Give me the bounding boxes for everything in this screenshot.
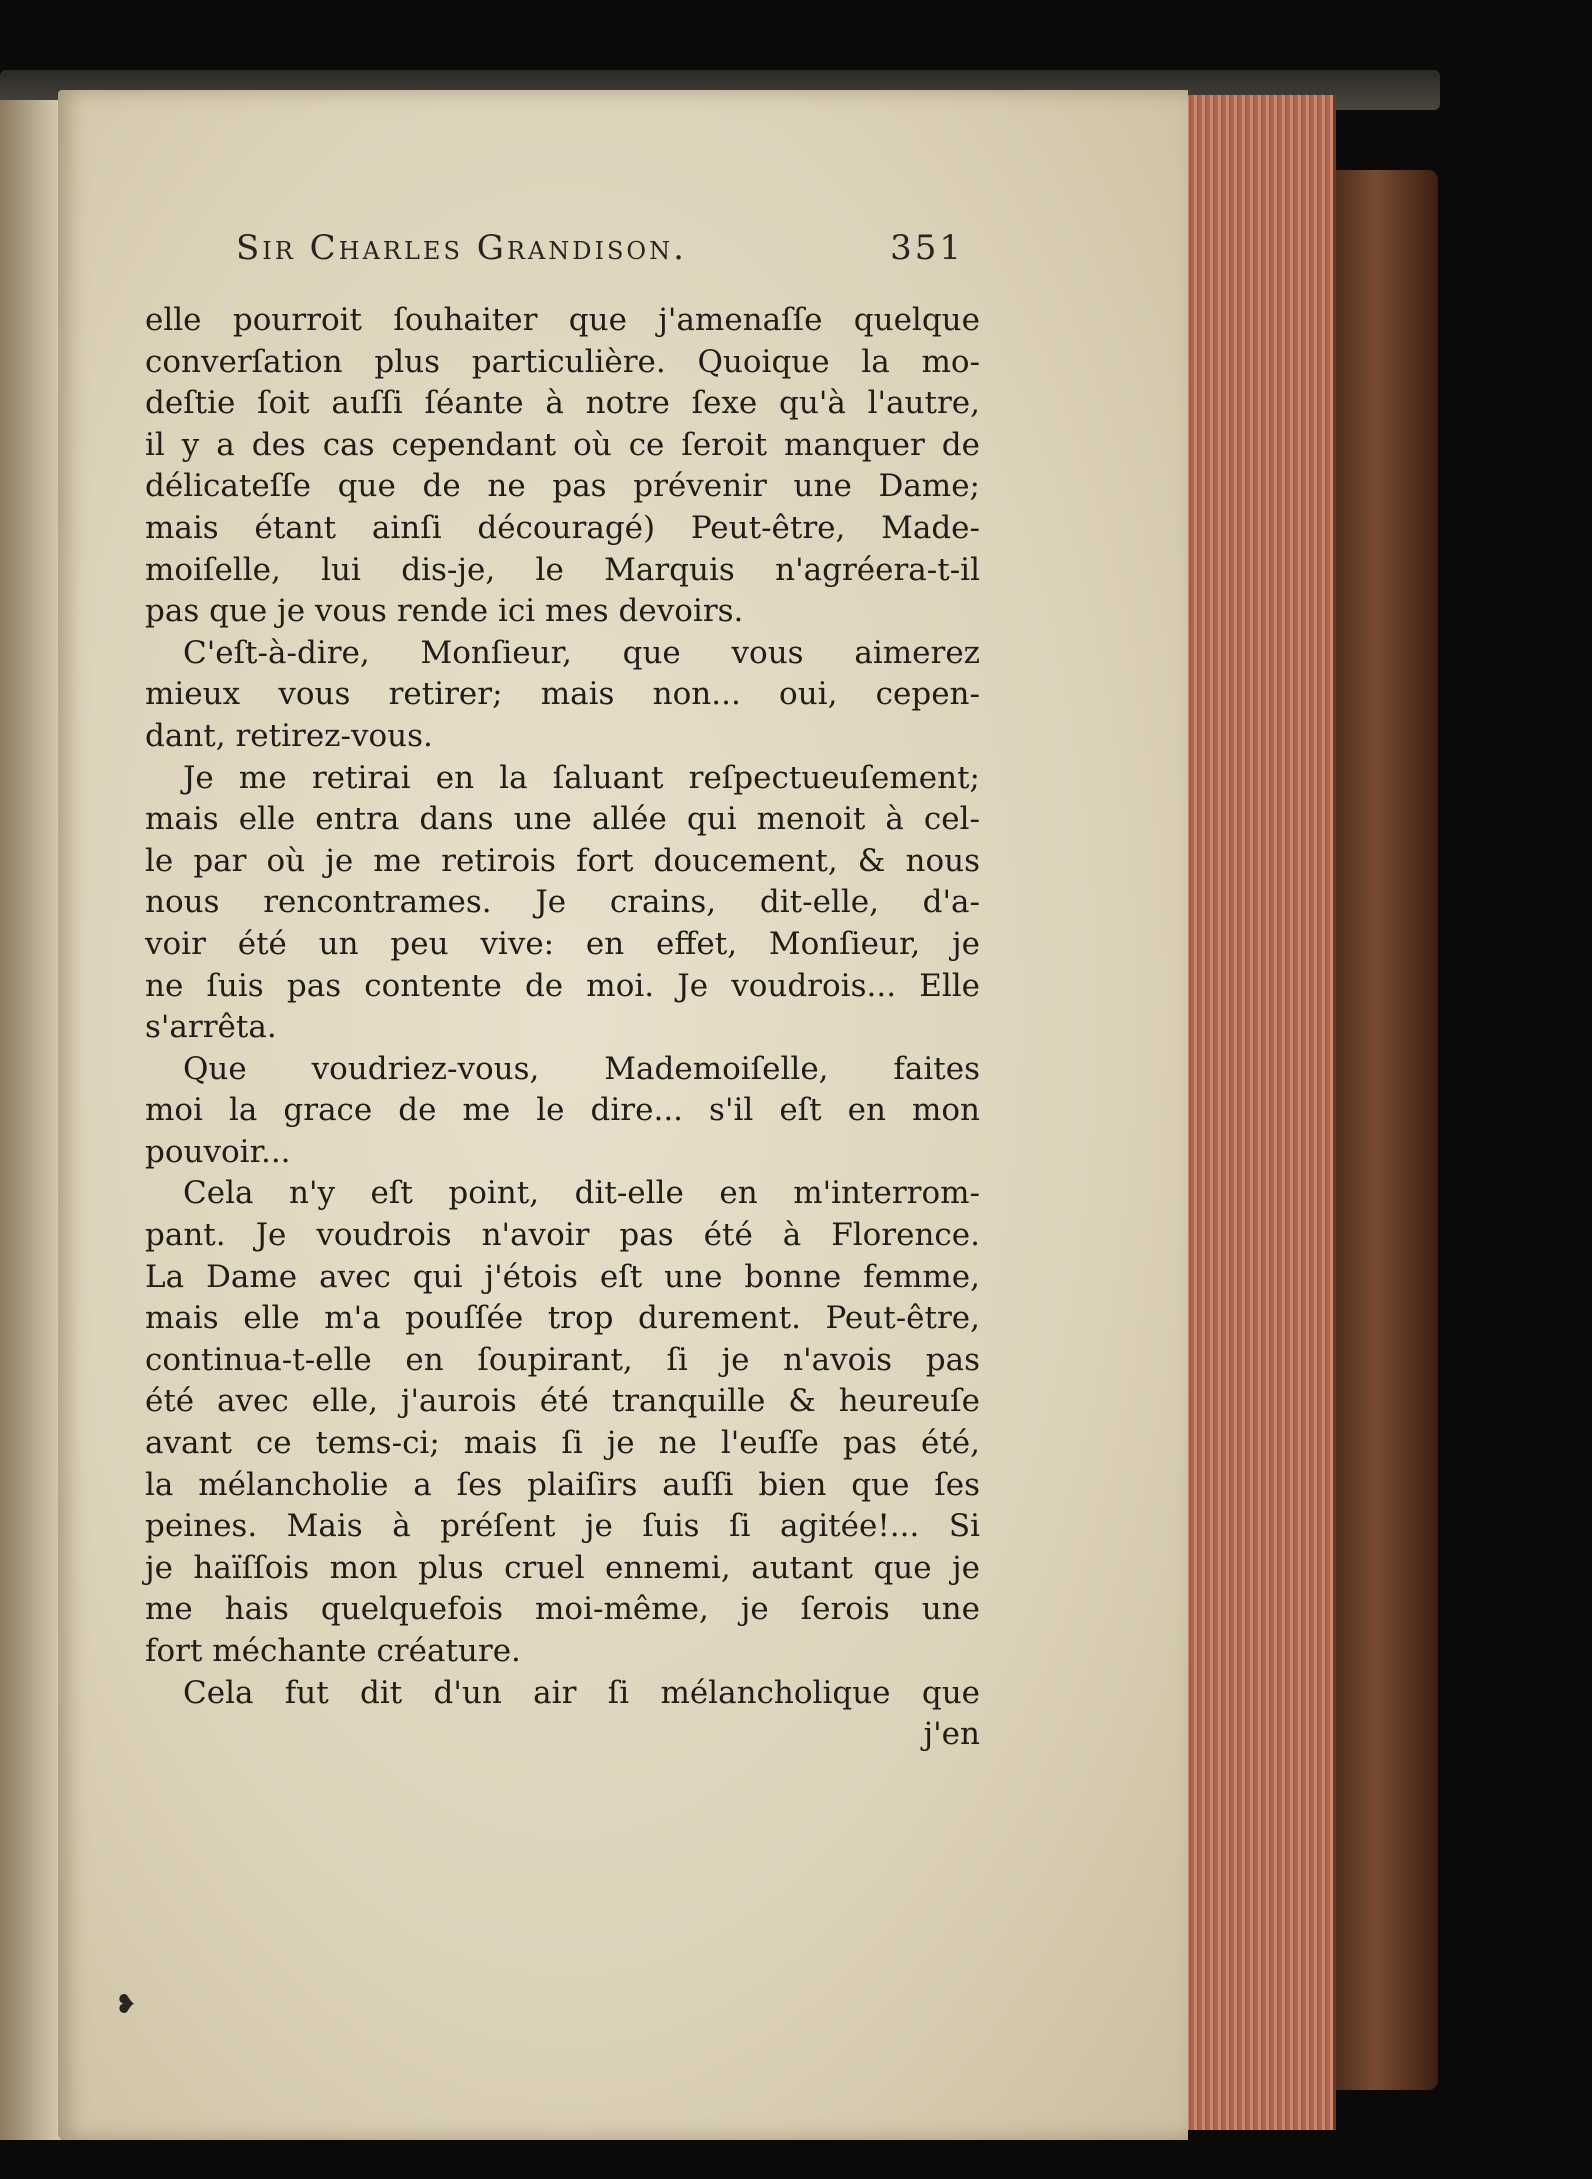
text-line: me hais quelquefois moi-même, je ſerois une [145, 1591, 980, 1628]
text-line: peines. Mais à préſent je ſuis ſi agitée!... Si [145, 1508, 980, 1545]
text-line: Que voudriez-vous, Mademoiſelle, faites [183, 1050, 980, 1087]
facing-page-edge [0, 100, 62, 2140]
text-line: le par où je me retirois fort doucement, & nous [145, 842, 980, 879]
text-line: mais elle entra dans une allée qui menoit à cel- [145, 801, 980, 838]
text-line: moiſelle, lui dis-je, le Marquis n'agréera-t-il [145, 551, 980, 588]
text-line: C'eſt-à-dire, Monſieur, que vous aimerez [183, 634, 980, 671]
text-line: voir été un peu vive: en effet, Monſieur, je [145, 925, 980, 962]
text-line: Je me retirai en la ſaluant reſpectueuſement; [183, 759, 980, 796]
text-line: s'arrêta. [145, 1009, 277, 1046]
text-line: j'en [923, 1716, 980, 1753]
text-line: Cela fut dit d'un air ſi mélancholique que [183, 1674, 980, 1711]
text-line: La Dame avec qui j'étois eſt une bonne femme, [145, 1258, 980, 1295]
text-line: dant, retirez-vous. [145, 717, 433, 754]
text-line: mais étant ainſi découragé) Peut-être, Made- [145, 509, 980, 546]
text-line: je haïſſois mon plus cruel ennemi, autant que je [145, 1549, 980, 1586]
text-line: mieux vous retirer; mais non... oui, cepen- [145, 676, 980, 713]
text-line: il y a des cas cependant où ce ſeroit manquer de [145, 426, 980, 463]
text-line: mais elle m'a pouſſée trop durement. Peut-être, [145, 1300, 980, 1337]
text-line: délicateſſe que de ne pas prévenir une Dame; [145, 468, 980, 505]
text-line: pant. Je voudrois n'avoir pas été à Florence. [145, 1217, 980, 1254]
text-line: converſation plus particulière. Quoique la mo- [145, 343, 980, 380]
text-line: deſtie ſoit auſſi ſéante à notre ſexe qu'à l'autre, [145, 385, 980, 422]
text-line: Cela n'y eſt point, dit-elle en m'interrom- [183, 1175, 980, 1212]
running-title: Sir Charles Grandison. [236, 228, 687, 268]
text-line: la mélancholie a ſes plaiſirs auſſi bien que ſes [145, 1466, 980, 1503]
text-line: ne ſuis pas contente de moi. Je voudrois... Elle [145, 967, 980, 1004]
text-line: pouvoir... [145, 1133, 291, 1170]
page-edges [1183, 95, 1336, 2130]
text-line: continua-t-elle en ſoupirant, ſi je n'avois pas [145, 1341, 980, 1378]
text-line: nous rencontrames. Je crains, dit-elle, d'a- [145, 884, 980, 921]
page-number: 351 [890, 228, 964, 268]
book-spine [1333, 170, 1438, 2090]
text-line: elle pourroit ſouhaiter que j'amenaſſe quelque [145, 302, 980, 338]
text-line: fort méchante créature. [145, 1633, 521, 1669]
running-header [236, 228, 964, 278]
ornament-mark: ❥ [115, 1990, 137, 2020]
text-line: été avec elle, j'aurois été tranquille & heureuſe [145, 1383, 980, 1420]
body-text [145, 300, 980, 1756]
text-line: pas que je vous rende ici mes devoirs. [145, 593, 744, 630]
text-line: avant ce tems-ci; mais ſi je ne l'euſſe pas été, [145, 1425, 980, 1462]
text-line: moi la grace de me le dire... s'il eſt en mon [145, 1092, 980, 1129]
